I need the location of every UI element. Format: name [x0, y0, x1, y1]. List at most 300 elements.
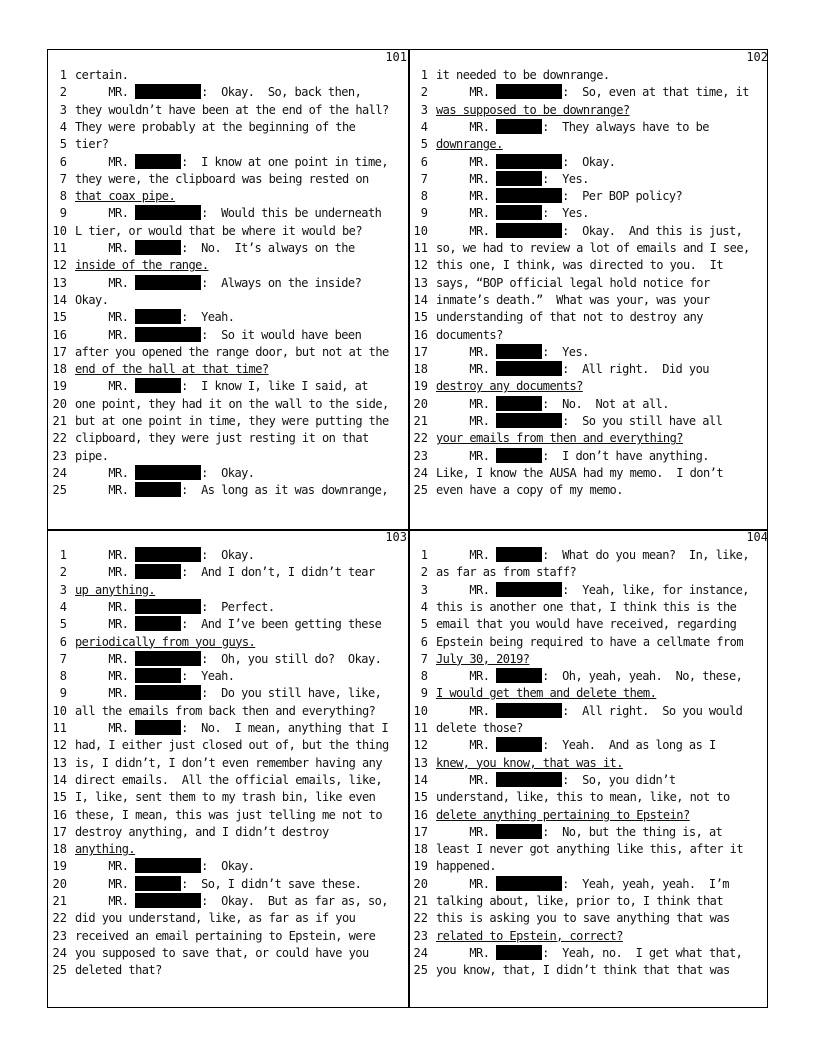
line-text: : So, even at that time, it	[562, 85, 749, 100]
transcript-line	[49, 685, 381, 702]
line-text: MR.	[436, 582, 497, 597]
transcript-line	[410, 634, 743, 651]
transcript-line	[410, 841, 743, 858]
transcript-line	[49, 84, 361, 101]
line-number: 15	[52, 790, 67, 805]
page-number: 101	[385, 50, 407, 64]
transcript-line	[49, 945, 369, 962]
redaction-box	[496, 448, 542, 463]
transcript-line	[410, 703, 742, 720]
line-number: 10	[52, 223, 67, 238]
line-text: least I never got anything like this, after it	[436, 842, 744, 857]
line-number: 6	[420, 154, 428, 169]
line-number: 23	[52, 928, 67, 943]
line-text: : Okay.	[201, 859, 255, 874]
transcript-line	[49, 292, 108, 309]
line-number: 14	[52, 292, 67, 307]
redaction-box	[135, 205, 201, 220]
redaction-box	[135, 240, 181, 255]
line-text: : No. It’s always on the	[181, 241, 355, 255]
transcript-line	[410, 962, 730, 979]
transcript-line	[410, 685, 656, 702]
line-text: anything.	[75, 842, 136, 857]
line-number: 8	[59, 189, 67, 204]
line-text: related to Epstein, correct?	[436, 928, 623, 943]
redaction-box	[496, 668, 542, 683]
line-text: understanding of that not to destroy any	[436, 310, 703, 325]
line-number: 18	[413, 362, 428, 377]
line-number: 25	[52, 483, 67, 498]
redaction-box	[496, 223, 562, 238]
transcript-line	[49, 720, 388, 737]
redaction-box	[135, 651, 201, 666]
line-number: 12	[52, 738, 67, 753]
transcript-line	[410, 136, 503, 153]
transcript-line	[410, 292, 710, 309]
line-text: MR.	[75, 617, 136, 632]
line-number: 15	[52, 310, 67, 325]
line-text: : Yes.	[542, 206, 589, 221]
transcript-line	[49, 119, 355, 136]
line-text: : As long as it was downrange,	[181, 483, 388, 498]
transcript-line	[49, 599, 275, 616]
line-number: 1	[420, 68, 428, 82]
line-number: 13	[413, 275, 428, 290]
redaction-box	[496, 413, 562, 428]
line-number: 21	[52, 894, 67, 908]
transcript-line	[410, 67, 610, 84]
redaction-box	[496, 945, 542, 960]
line-number: 7	[59, 651, 67, 666]
line-text: MR.	[436, 548, 497, 562]
transcript-line	[49, 876, 361, 893]
transcript-line	[410, 205, 589, 222]
line-number: 11	[413, 241, 428, 255]
transcript-line	[49, 668, 234, 685]
line-text: email that you would have received, regarding	[436, 617, 737, 632]
transcript-line	[49, 154, 388, 171]
line-text: MR.	[436, 448, 497, 463]
transcript-line	[410, 720, 523, 737]
line-text: MR.	[75, 894, 136, 908]
transcript-line	[410, 257, 723, 274]
redaction-box	[135, 465, 201, 480]
line-number: 18	[413, 842, 428, 857]
redaction-box	[135, 275, 201, 290]
line-text: : Oh, yeah, yeah. No, these,	[542, 669, 743, 684]
redaction-box	[496, 396, 542, 411]
transcript-line	[410, 344, 589, 361]
transcript-line	[410, 448, 709, 465]
line-number: 7	[420, 651, 428, 666]
redaction-box	[496, 547, 542, 562]
transcript-line	[49, 582, 155, 599]
transcript-line	[410, 651, 529, 668]
line-number: 4	[420, 119, 428, 134]
line-number: 10	[413, 703, 428, 718]
transcript-line	[410, 668, 742, 685]
line-text: this one, I think, was directed to you. It	[436, 258, 724, 273]
line-text: MR.	[75, 721, 136, 735]
line-number: 13	[52, 275, 67, 290]
line-text: inmate’s death.” What was your, was your	[436, 292, 710, 307]
line-number: 20	[52, 876, 67, 891]
transcript-line	[410, 876, 729, 893]
line-text: MR.	[75, 876, 136, 891]
line-text: after you opened the range door, but not at the	[75, 344, 389, 359]
line-number: 9	[420, 206, 428, 221]
page-number: 103	[385, 530, 407, 544]
line-text: : Okay.	[201, 548, 255, 562]
transcript-line	[410, 564, 576, 581]
line-text: MR.	[75, 275, 136, 290]
line-number: 20	[413, 876, 428, 891]
line-number: 17	[52, 344, 67, 359]
line-number: 11	[52, 241, 67, 255]
line-text: had, I either just closed out of, but the thing	[75, 738, 389, 753]
line-text: MR.	[436, 824, 497, 839]
line-text: MR.	[436, 669, 497, 684]
line-number: 25	[52, 963, 67, 978]
line-text: : I know at one point in time,	[181, 154, 388, 169]
line-text: Okay.	[75, 292, 109, 307]
line-number: 6	[420, 634, 428, 649]
row-divider	[47, 529, 768, 531]
line-number: 3	[420, 582, 428, 597]
line-text: : What do you mean? In, like,	[542, 548, 749, 562]
transcript-line	[410, 154, 615, 171]
line-number: 23	[52, 448, 67, 463]
transcript-line	[49, 482, 388, 499]
redaction-box	[496, 188, 562, 203]
line-number: 5	[420, 137, 428, 152]
redaction-box	[135, 327, 201, 342]
line-text: : Okay. And this is just,	[562, 223, 743, 238]
line-number: 15	[413, 310, 428, 325]
transcript-line	[410, 327, 503, 344]
line-text: : Yeah. And as long as I	[542, 738, 716, 753]
line-number: 19	[413, 379, 428, 394]
transcript-line	[49, 67, 128, 84]
line-number: 19	[52, 379, 67, 394]
line-text: MR.	[75, 565, 136, 580]
transcript-line	[49, 309, 234, 326]
line-text: Like, I know the AUSA had my memo. I don’t	[436, 465, 724, 480]
transcript-line	[49, 327, 361, 344]
line-text: MR.	[436, 396, 497, 411]
redaction-box	[496, 154, 562, 169]
line-number: 14	[413, 772, 428, 787]
transcript-line	[49, 136, 108, 153]
line-text: downrange.	[436, 137, 503, 152]
line-number: 5	[59, 617, 67, 632]
transcript-line	[410, 616, 736, 633]
transcript-line	[49, 240, 355, 257]
line-number: 16	[52, 327, 67, 342]
line-text: : Okay. So, back then,	[201, 85, 362, 100]
line-text: delete anything pertaining to Epstein?	[436, 807, 690, 822]
line-text: MR.	[436, 223, 497, 238]
line-text: it needed to be downrange.	[436, 68, 610, 82]
line-number: 24	[413, 465, 428, 480]
line-text: but at one point in time, they were putting the	[75, 414, 389, 428]
line-text: : Okay.	[201, 465, 255, 480]
line-text: MR.	[75, 206, 136, 221]
line-number: 24	[413, 945, 428, 960]
line-number: 18	[52, 362, 67, 377]
line-text: MR.	[436, 154, 497, 169]
line-text: : Always on the inside?	[201, 275, 362, 290]
redaction-box	[135, 482, 181, 497]
transcript-line	[49, 430, 369, 447]
transcript-line	[49, 772, 382, 789]
line-text: delete those?	[436, 721, 523, 735]
line-number: 19	[52, 859, 67, 874]
line-number: 20	[52, 396, 67, 411]
line-text: up anything.	[75, 582, 156, 597]
line-text: MR.	[75, 548, 136, 562]
line-number: 1	[420, 548, 428, 562]
transcript-line	[410, 275, 710, 292]
line-number: 2	[59, 565, 67, 580]
line-text: : And I’ve been getting these	[181, 617, 382, 632]
line-number: 2	[420, 565, 428, 580]
transcript-line	[49, 910, 355, 927]
redaction-box	[135, 876, 181, 891]
transcript-line	[49, 223, 362, 240]
line-number: 8	[420, 189, 428, 204]
transcript-line	[410, 413, 722, 430]
line-text: your emails from then and everything?	[436, 431, 683, 446]
line-number: 25	[413, 483, 428, 498]
line-number: 22	[413, 431, 428, 446]
line-text: MR.	[75, 651, 136, 666]
transcript-line	[49, 547, 254, 564]
line-number: 19	[413, 859, 428, 874]
line-number: 4	[420, 599, 428, 614]
line-number: 10	[52, 703, 67, 718]
redaction-box	[496, 737, 542, 752]
transcript-line	[49, 564, 375, 581]
transcript-line	[410, 547, 749, 564]
line-number: 7	[59, 171, 67, 186]
line-text: : I know I, like I said, at	[181, 379, 368, 394]
transcript-line	[49, 171, 369, 188]
line-text: received an email pertaining to Epstein, were	[75, 928, 376, 943]
redaction-box	[496, 361, 562, 376]
line-text: : All right. So you would	[562, 703, 743, 718]
transcript-line	[410, 309, 703, 326]
line-number: 5	[420, 617, 428, 632]
line-number: 6	[59, 634, 67, 649]
page-number: 104	[746, 530, 768, 544]
transcript-line	[410, 893, 723, 910]
line-number: 12	[413, 738, 428, 753]
line-number: 17	[413, 344, 428, 359]
redaction-box	[496, 344, 542, 359]
line-number: 23	[413, 448, 428, 463]
line-number: 3	[59, 582, 67, 597]
line-text: MR.	[436, 945, 497, 960]
line-text: : Yes.	[542, 344, 589, 359]
line-text: : So, you didn’t	[562, 772, 676, 787]
transcript-line	[410, 171, 589, 188]
line-text: : Per BOP policy?	[562, 189, 683, 204]
redaction-box	[496, 171, 542, 186]
transcript-line	[410, 482, 623, 499]
line-text: : Do you still have, like,	[201, 686, 382, 701]
transcript-line	[410, 928, 623, 945]
redaction-box	[135, 84, 201, 99]
line-text: MR.	[75, 327, 136, 342]
transcript-line	[49, 616, 381, 633]
line-text: MR.	[75, 686, 136, 701]
line-number: 21	[52, 414, 67, 428]
redaction-box	[496, 119, 542, 134]
line-number: 12	[52, 258, 67, 273]
line-number: 22	[413, 911, 428, 926]
line-text: knew, you know, that was it.	[436, 755, 623, 770]
line-text: : Yeah.	[181, 310, 235, 325]
line-number: 8	[59, 669, 67, 684]
transcript-line	[410, 910, 730, 927]
transcript-line	[49, 448, 108, 465]
line-text: so, we had to review a lot of emails and I see,	[436, 241, 750, 255]
line-text: MR.	[436, 119, 497, 134]
transcript-line	[410, 430, 683, 447]
line-text: inside of the range.	[75, 258, 209, 273]
redaction-box	[135, 599, 201, 614]
line-text: all the emails from back then and everything?	[75, 703, 376, 718]
transcript-line	[49, 737, 389, 754]
transcript-line	[410, 396, 669, 413]
redaction-box	[135, 893, 201, 908]
line-text: : And I don’t, I didn’t tear	[181, 565, 375, 580]
transcript-line	[49, 102, 389, 119]
line-text: : Yeah, yeah, yeah. I’m	[562, 876, 729, 891]
redaction-box	[496, 205, 542, 220]
line-text: L tier, or would that be where it would be?	[75, 223, 363, 238]
redaction-box	[496, 84, 562, 99]
redaction-box	[496, 876, 562, 891]
line-text: MR.	[75, 483, 136, 498]
line-text: : Yeah.	[181, 669, 235, 684]
line-text: was supposed to be downrange?	[436, 102, 630, 117]
line-text: is, I didn’t, I don’t even remember having any	[75, 755, 383, 770]
line-number: 4	[59, 119, 67, 134]
line-text: tier?	[75, 137, 109, 152]
transcript-line	[410, 737, 716, 754]
transcript-line	[410, 582, 749, 599]
transcript-line	[49, 755, 382, 772]
transcript-line	[49, 841, 135, 858]
line-text: these, I mean, this was just telling me not to	[75, 807, 383, 822]
redaction-box	[496, 824, 542, 839]
line-text: MR.	[75, 241, 136, 255]
line-text: : So, I didn’t save these.	[181, 876, 362, 891]
line-text: : Yes.	[542, 171, 589, 186]
line-text: MR.	[436, 362, 497, 377]
transcript-line	[410, 755, 623, 772]
transcript-line	[410, 378, 583, 395]
line-text: even have a copy of my memo.	[436, 483, 623, 498]
line-text: pipe.	[75, 448, 109, 463]
line-text: : Okay.	[562, 154, 616, 169]
redaction-box	[135, 685, 201, 700]
transcript-line	[410, 858, 496, 875]
line-text: MR.	[436, 85, 497, 100]
line-number: 18	[52, 842, 67, 857]
line-number: 11	[52, 721, 67, 735]
line-number: 14	[413, 292, 428, 307]
transcript-line	[49, 361, 269, 378]
line-text: MR.	[436, 189, 497, 204]
line-text: clipboard, they were just resting it on that	[75, 431, 369, 446]
transcript-line	[49, 205, 381, 222]
transcript-line	[410, 119, 709, 136]
line-number: 2	[420, 85, 428, 100]
transcript-line	[49, 893, 388, 910]
transcript-line	[49, 275, 361, 292]
line-text: periodically from you guys.	[75, 634, 256, 649]
line-number: 13	[413, 755, 428, 770]
transcript-line	[410, 599, 736, 616]
line-text: : Okay. But as far as, so,	[201, 894, 388, 908]
transcript-line	[49, 789, 375, 806]
transcript-line	[410, 361, 709, 378]
redaction-box	[135, 378, 181, 393]
transcript-line	[410, 240, 750, 257]
line-text: MR.	[436, 876, 497, 891]
line-text: : No, but the thing is, at	[542, 824, 723, 839]
line-text: : They always have to be	[542, 119, 709, 134]
line-text: documents?	[436, 327, 503, 342]
line-number: 13	[52, 755, 67, 770]
redaction-box	[496, 703, 562, 718]
transcript-line	[49, 962, 162, 979]
line-text: I, like, sent them to my trash bin, like even	[75, 790, 376, 805]
line-number: 22	[52, 911, 67, 926]
line-text: this is asking you to save anything that was	[436, 911, 730, 926]
line-text: they wouldn’t have been at the end of the hall?	[75, 102, 389, 117]
line-number: 11	[413, 721, 428, 735]
transcript-line	[410, 84, 749, 101]
line-text: you supposed to save that, or could have you	[75, 945, 369, 960]
redaction-box	[496, 772, 562, 787]
line-text: happened.	[436, 859, 497, 874]
line-text: direct emails. All the official emails, like,	[75, 772, 383, 787]
line-number: 21	[413, 414, 428, 428]
line-text: end of the hall at that time?	[75, 362, 269, 377]
transcript-line	[49, 928, 375, 945]
line-number: 15	[413, 790, 428, 805]
line-number: 24	[52, 465, 67, 480]
line-number: 17	[52, 824, 67, 839]
line-text: you know, that, I didn’t think that that was	[436, 963, 730, 978]
redaction-box	[135, 547, 201, 562]
line-text: MR.	[436, 772, 497, 787]
line-text: that coax pipe.	[75, 189, 176, 204]
line-text: : No. Not at all.	[542, 396, 669, 411]
line-text: MR.	[75, 859, 136, 874]
line-text: Epstein being required to have a cellmate from	[436, 634, 744, 649]
line-text: understand, like, this to mean, like, not to	[436, 790, 730, 805]
line-text: this is another one that, I think this is the	[436, 599, 737, 614]
line-text: says, “BOP official legal hold notice for	[436, 275, 710, 290]
redaction-box	[135, 668, 181, 683]
line-text: : Yeah, like, for instance,	[562, 582, 749, 597]
line-text: certain.	[75, 68, 129, 82]
